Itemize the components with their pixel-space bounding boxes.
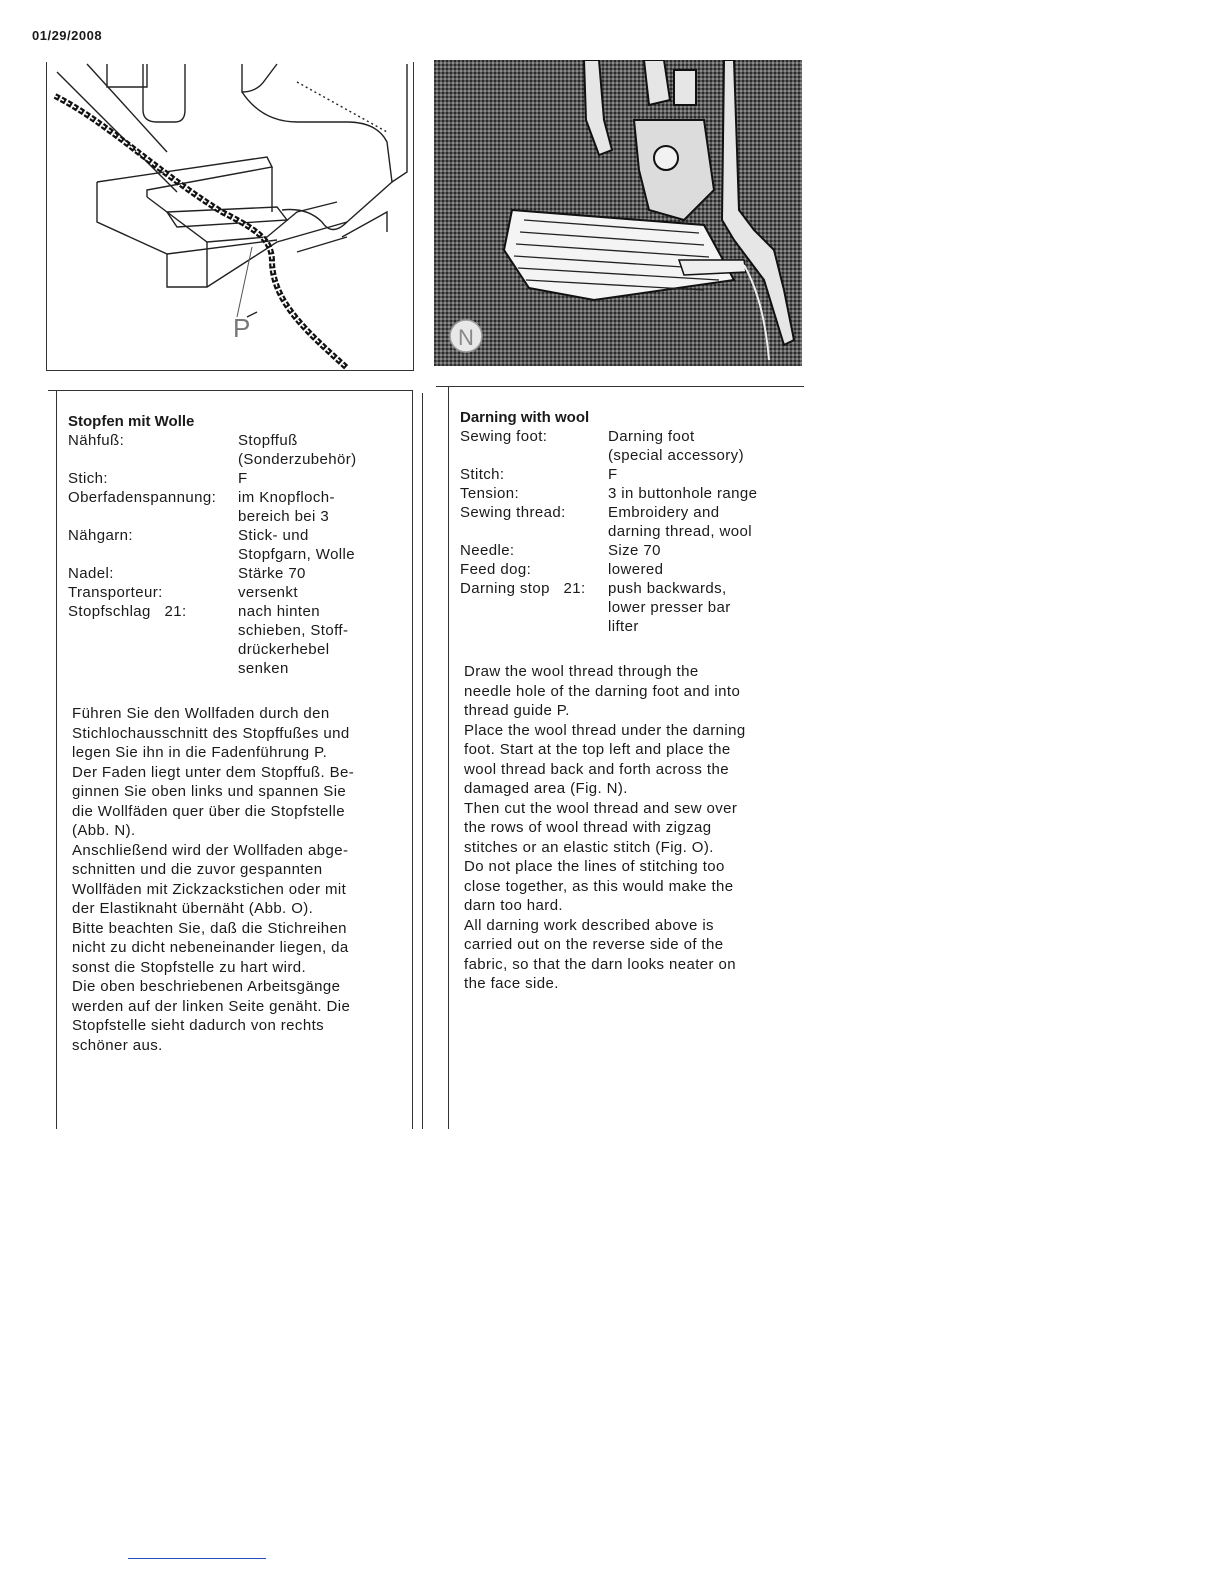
spec-value: F bbox=[608, 466, 618, 483]
german-spec-list bbox=[68, 431, 398, 678]
spec-value: Size 70 bbox=[608, 542, 661, 559]
spec-value: 3 in buttonhole range bbox=[608, 485, 758, 502]
spec-row bbox=[68, 526, 398, 564]
spec-label: Transporteur: bbox=[68, 584, 163, 601]
darning-foot-photo-halftone bbox=[434, 60, 802, 366]
spec-row bbox=[68, 564, 398, 583]
spec-row bbox=[68, 488, 398, 526]
spec-row bbox=[68, 583, 398, 602]
spec-row bbox=[68, 431, 398, 469]
spec-row bbox=[460, 484, 790, 503]
figure-label-p: P bbox=[233, 313, 251, 343]
spec-label: Nähfuß: bbox=[68, 432, 125, 449]
spec-label: Nähgarn: bbox=[68, 527, 133, 544]
spec-label: Oberfadenspannung: bbox=[68, 489, 217, 506]
spec-label: Nadel: bbox=[68, 565, 114, 582]
spec-label: Tension: bbox=[460, 485, 520, 502]
spec-row bbox=[68, 469, 398, 488]
spec-value: push backwards, lower presser bar lifter bbox=[608, 580, 731, 635]
spec-row bbox=[460, 541, 790, 560]
german-instructions: Führen Sie den Wollfaden durch den Stichlochausschnitt des Stopffußes und legen Sie ihn in die Fadenführung P. Der Faden liegt unter dem Stopffuß. Be- ginnen Sie oben links und spannen Sie die Wollfäden quer über die Stopfstelle (Abb. N). Anschließend wird der Wollfaden abge- schnitten und die zuvor gespannten Wollfäden mit Zickzackstichen oder mit der Elastiknaht übernäht (Abb. O). Bitte beachten Sie, daß die Stichreihen nicht zu dicht nebeneinander liegen, da sonst die Stopfstelle zu hart wird. Die oben beschriebenen Arbeitsgänge werden auf der linken Seite genäht. Die Stopfstelle sieht dadurch von rechts schöner aus. bbox=[72, 705, 355, 1054]
figure-darning-foot-photo bbox=[434, 60, 802, 366]
spec-value: nach hinten schieben, Stoff- drückerhebel senken bbox=[238, 603, 349, 677]
spec-label: Needle: bbox=[460, 542, 515, 559]
spec-value: im Knopfloch- bereich bei 3 bbox=[238, 489, 335, 525]
spec-label: Sewing thread: bbox=[460, 504, 566, 521]
darning-foot-line-drawing bbox=[47, 62, 413, 370]
panel-german bbox=[48, 390, 413, 1129]
spec-label: Feed dog: bbox=[460, 561, 532, 578]
spec-value: Stick- und Stopfgarn, Wolle bbox=[238, 527, 356, 563]
figure-label-n: N bbox=[458, 325, 474, 350]
figure-darning-foot-thread-guide bbox=[46, 62, 414, 371]
spec-label: Stich: bbox=[68, 470, 108, 487]
spec-row bbox=[460, 560, 790, 579]
panel-english bbox=[436, 386, 804, 1129]
spec-value: versenkt bbox=[238, 584, 298, 601]
spec-row bbox=[68, 602, 398, 678]
spec-label: Darning stop 21: bbox=[460, 580, 586, 597]
spec-value: Stopffuß (Sonderzubehör) bbox=[238, 432, 357, 468]
spec-value: Stärke 70 bbox=[238, 565, 306, 582]
english-heading: Darning with wool bbox=[460, 409, 590, 426]
spec-label: Sewing foot: bbox=[460, 428, 548, 445]
page-date: 01/29/2008 bbox=[32, 28, 103, 43]
spec-value: lowered bbox=[608, 561, 664, 578]
spec-row bbox=[460, 427, 790, 465]
spec-value: F bbox=[238, 470, 248, 487]
german-heading: Stopfen mit Wolle bbox=[68, 413, 195, 430]
bottom-rule bbox=[128, 1558, 266, 1559]
spec-label: Stitch: bbox=[460, 466, 505, 483]
spec-value: Embroidery and darning thread, wool bbox=[608, 504, 752, 540]
english-instructions: Draw the wool thread through the needle hole of the darning foot and into thread guide P. Place the wool thread under the darning foot. Start at the top left and place the wool thread back and forth across the damaged area (Fig. N). Then cut the wool thread and sew over the rows of wool thread with zigzag stitches or an elastic stitch (Fig. O). Do not place the lines of stitching too close together, as this would make the darn too hard. All darning work described above is carried out on the reverse side of the fabric, so that the darn looks neater on the face side. bbox=[464, 663, 746, 992]
spec-row bbox=[460, 465, 790, 484]
english-spec-list bbox=[460, 427, 790, 636]
spec-label: Stopfschlag 21: bbox=[68, 603, 187, 620]
spec-value: Darning foot (special accessory) bbox=[608, 428, 744, 464]
spec-row bbox=[460, 503, 790, 541]
spec-row bbox=[460, 579, 790, 636]
